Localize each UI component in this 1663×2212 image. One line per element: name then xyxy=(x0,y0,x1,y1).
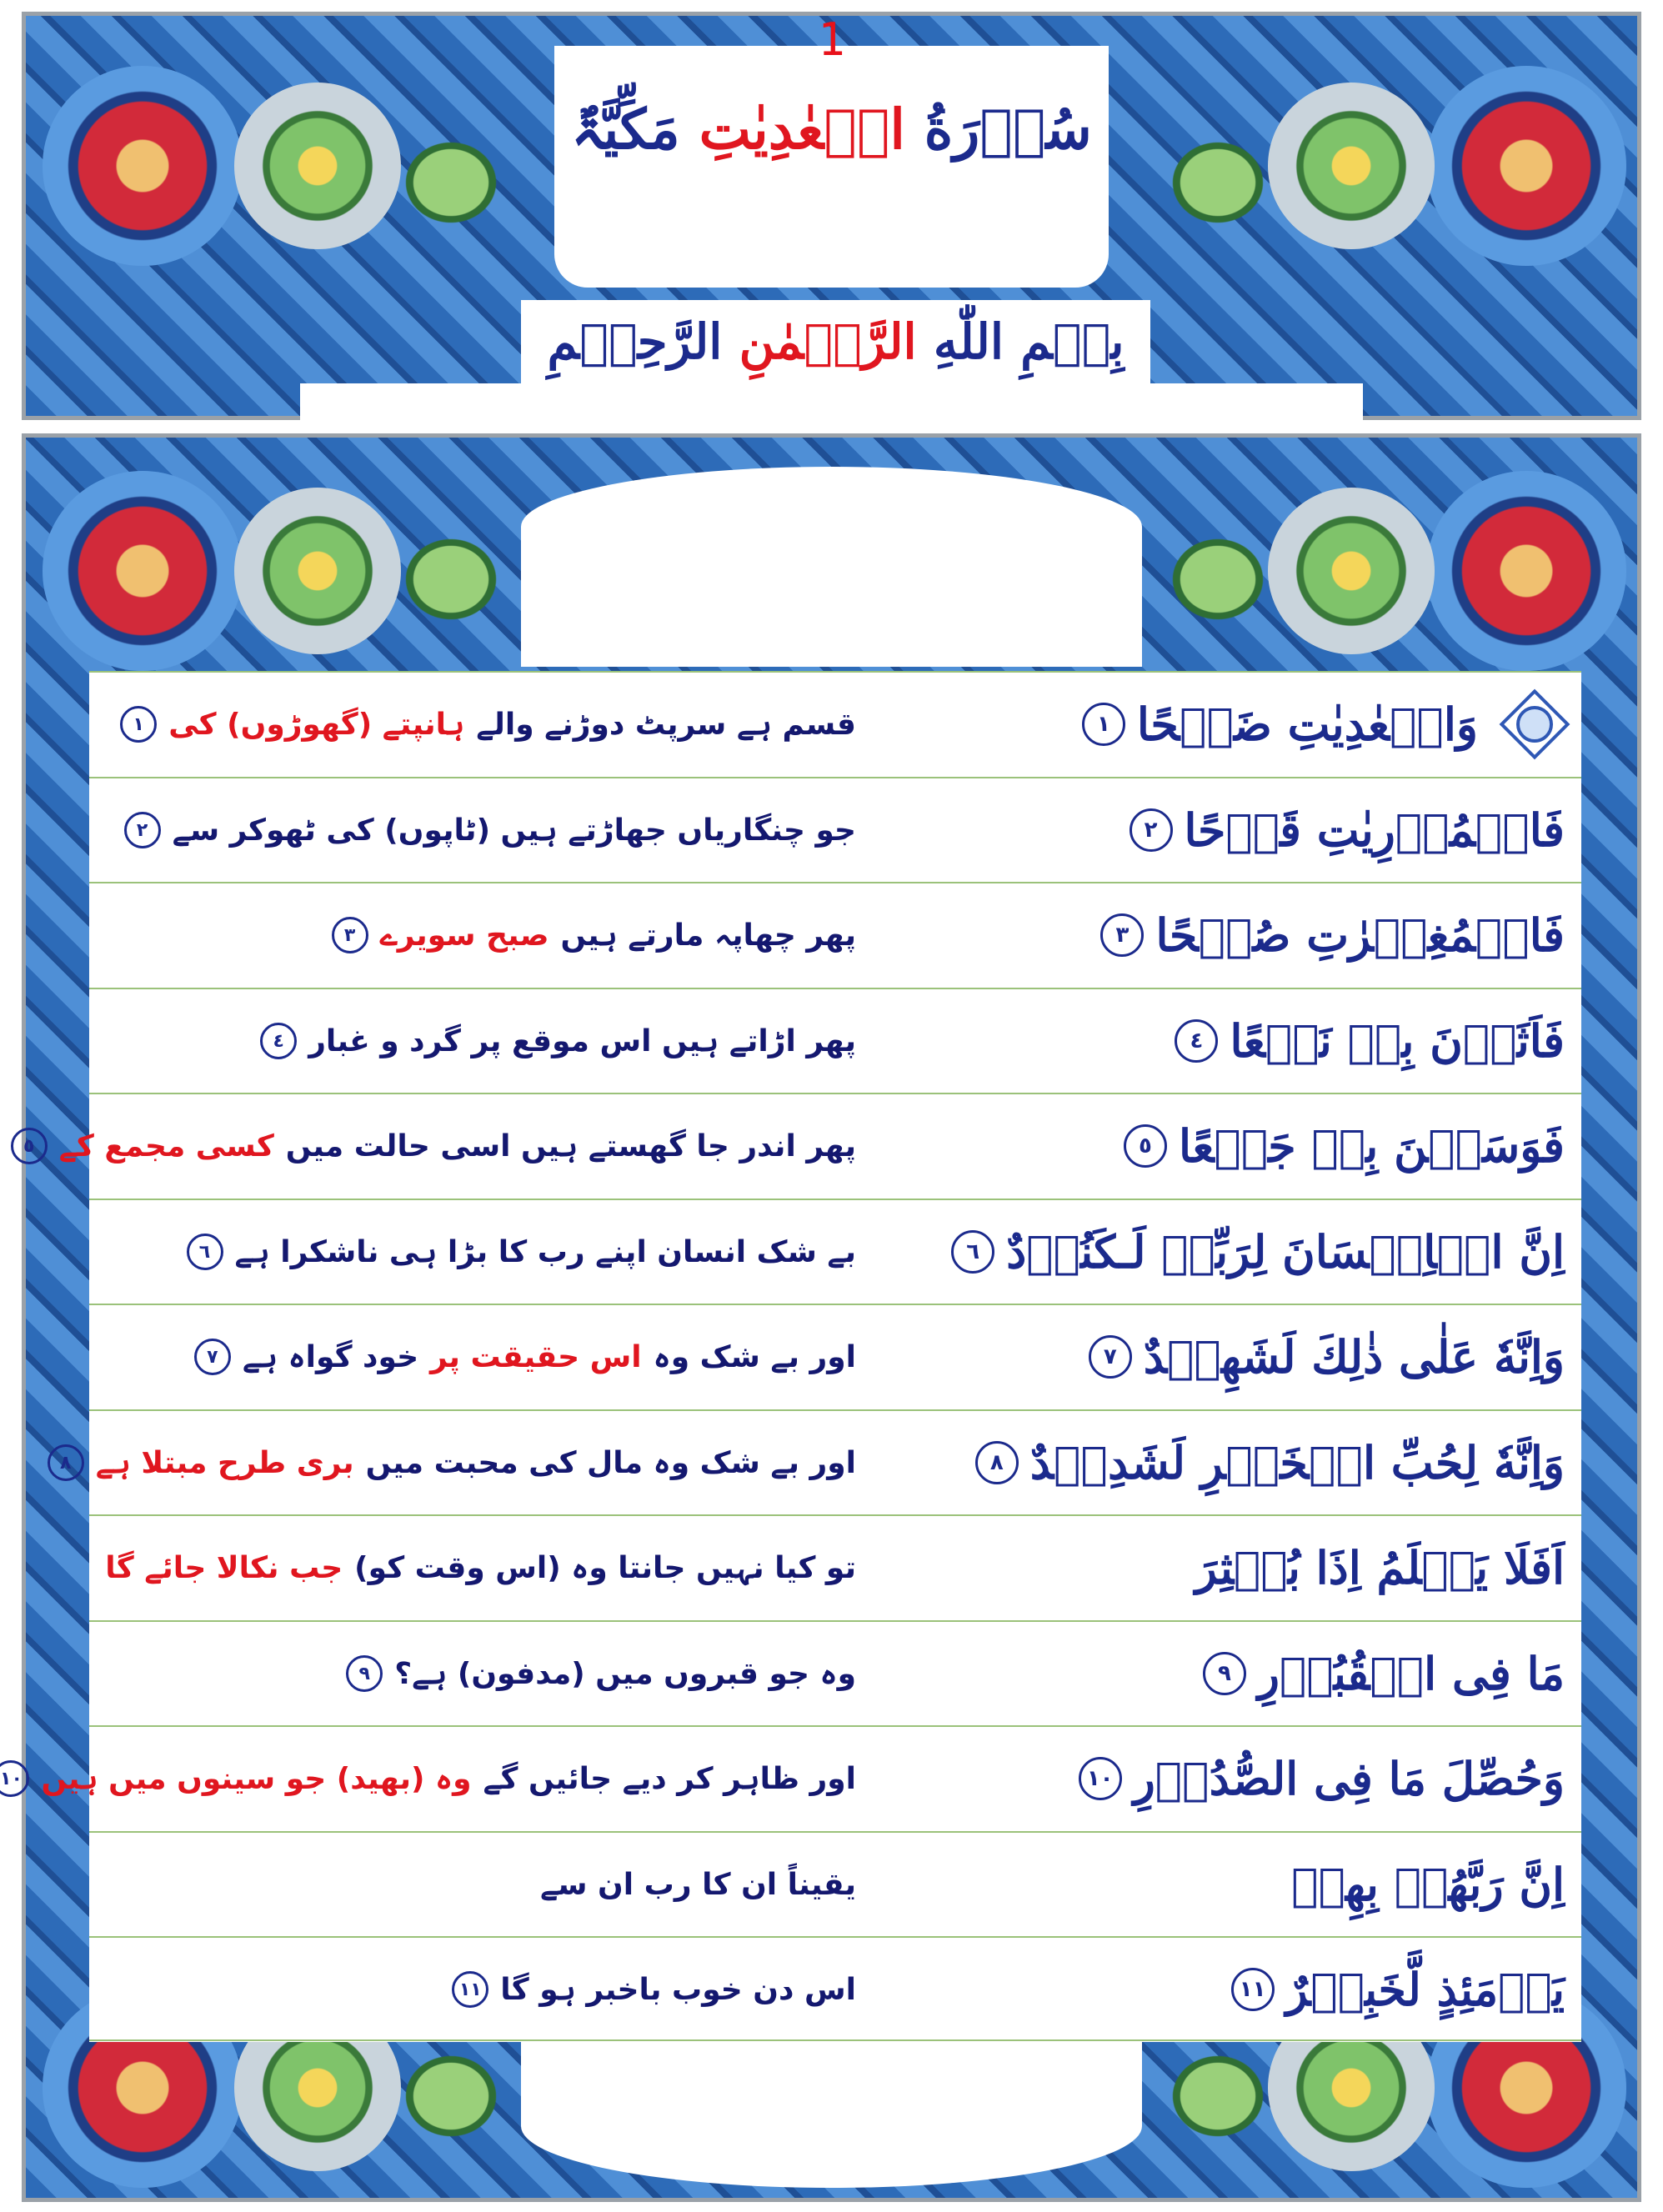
leaf-ornament-icon xyxy=(376,513,526,646)
urdu-translation xyxy=(123,673,856,776)
urdu-translation xyxy=(123,1833,856,1936)
bismillah xyxy=(521,304,1150,379)
verse-table xyxy=(0,671,1581,2042)
translation-number-marker-icon: ٧ xyxy=(194,1339,231,1375)
floral-ornament-icon xyxy=(234,83,401,249)
arabic-verse-line xyxy=(1195,1541,1565,1594)
verse-end-marker-icon: ١١ xyxy=(1231,1968,1275,2011)
translation-number-marker-icon: ٢ xyxy=(124,812,161,848)
verse-row xyxy=(89,1936,1581,2041)
urdu-translation xyxy=(123,1622,856,1725)
verse-end-marker-icon: ٥ xyxy=(1124,1124,1167,1168)
urdu-translation-text: اور ظاہر کر دیے جائیں گے xyxy=(483,1761,856,1796)
arabic-verse-text: وَالۡعٰدِیٰتِ ضَبۡحًا xyxy=(1136,698,1478,751)
arabic-verse-text: اَفَلَا یَعۡلَمُ اِذَا بُعۡثِرَ xyxy=(1195,1541,1565,1594)
arabic-verse-text: فَالۡمُغِیۡرٰتِ صُبۡحًا xyxy=(1155,908,1565,962)
verse-row xyxy=(23,1093,1581,1198)
urdu-translation-text: اور بے شک وہ xyxy=(653,1339,856,1374)
floral-ornament-icon xyxy=(43,471,243,671)
urdu-translation-line xyxy=(452,1971,856,2008)
verse-row xyxy=(89,671,1581,776)
urdu-translation xyxy=(123,1200,856,1304)
urdu-translation xyxy=(123,1938,856,2041)
arabic-verse xyxy=(839,778,1565,882)
urdu-translation-highlight: صبح سویرے xyxy=(379,918,549,953)
arabic-verse xyxy=(839,883,1565,987)
content-top-arch xyxy=(521,467,1142,667)
arabic-verse xyxy=(839,989,1565,1093)
verse-row xyxy=(59,1409,1581,1514)
arabic-verse xyxy=(839,1305,1565,1409)
verse-row xyxy=(89,1199,1581,1304)
translation-number-marker-icon: ٣ xyxy=(332,917,368,953)
bismillah-part-3: الرَّحِیۡمِ xyxy=(547,313,723,370)
arabic-verse-line xyxy=(1175,1014,1565,1068)
translation-number-marker-icon: ١١ xyxy=(452,1971,488,2008)
arabic-verse xyxy=(839,1200,1565,1304)
arabic-verse-text: فَالۡمُوۡرِیٰتِ قَدۡحًا xyxy=(1184,803,1565,857)
leaf-ornament-icon xyxy=(376,116,526,249)
leaf-ornament-icon xyxy=(376,2029,526,2163)
urdu-translation-text: تو کیا نہیں جانتا وہ (اس وقت کو) xyxy=(354,1550,856,1585)
arabic-verse-text: مَا فِی الۡقُبُوۡرِ xyxy=(1257,1647,1565,1700)
leaf-ornament-icon xyxy=(1143,513,1293,646)
urdu-translation-highlight: ہانپتے (گھوڑوں) کی xyxy=(168,707,465,742)
arabic-verse-text: فَاَثَرۡنَ بِهٖ نَقۡعًا xyxy=(1230,1014,1565,1068)
floral-ornament-icon xyxy=(43,66,243,266)
urdu-translation-line xyxy=(260,1023,856,1059)
urdu-translation-line xyxy=(194,1339,856,1375)
translation-number-marker-icon: ١٠ xyxy=(0,1760,29,1797)
surah-title-name: الۡعٰدِیٰتِ xyxy=(699,97,905,162)
urdu-translation-line xyxy=(120,706,856,743)
arabic-verse xyxy=(839,1727,1565,1830)
urdu-translation-line xyxy=(332,917,856,953)
arabic-verse-line xyxy=(1291,1858,1565,1911)
arabic-verse xyxy=(839,1833,1565,1936)
verse-row xyxy=(89,1304,1581,1409)
bismillah-strip xyxy=(300,383,1363,422)
arabic-verse-text: فَوَسَطۡنَ بِهٖ جَمۡعًا xyxy=(1178,1119,1565,1173)
arabic-verse-text: اِنَّ رَبَّهُمۡ بِهِمۡ xyxy=(1291,1858,1565,1911)
title-panel xyxy=(554,46,1109,288)
urdu-translation-text: پھر چھاپہ مارتے ہیں xyxy=(560,918,856,953)
arabic-verse-text: وَاِنَّهٗ لِحُبِّ الۡخَیۡرِ لَشَدِیۡدٌ xyxy=(1029,1436,1565,1489)
arabic-verse-line xyxy=(1079,1752,1565,1805)
verse-end-marker-icon: ١ xyxy=(1082,703,1125,746)
bismillah-part-2: الرَّحۡمٰنِ xyxy=(739,313,917,370)
urdu-translation xyxy=(0,1727,856,1830)
surah-title-suffix: مَکِّیَّۃٌ xyxy=(571,97,680,162)
translation-number-marker-icon: ٥ xyxy=(11,1128,48,1164)
translation-number-marker-icon: ٨ xyxy=(48,1444,84,1481)
floral-ornament-icon xyxy=(1268,83,1435,249)
arabic-verse-text: اِنَّ الۡاِنۡسَانَ لِرَبِّهٖ لَـكَنُوۡدٌ xyxy=(1006,1225,1565,1279)
verse-row xyxy=(89,777,1581,882)
arabic-verse xyxy=(839,1516,1565,1619)
urdu-translation-line xyxy=(187,1234,856,1270)
urdu-translation-highlight: اس حقیقت پر xyxy=(430,1339,642,1374)
urdu-translation-tail: خود گواہ ہے xyxy=(242,1339,419,1374)
urdu-translation xyxy=(105,1516,856,1619)
urdu-translation xyxy=(123,1305,856,1409)
verse-row xyxy=(89,1831,1581,1936)
verse-row xyxy=(0,1725,1581,1830)
arabic-verse-line xyxy=(951,1225,1565,1279)
arabic-verse xyxy=(839,1938,1565,2041)
urdu-translation-line xyxy=(346,1655,856,1692)
surah-start-medallion-icon xyxy=(1505,694,1565,754)
arabic-verse-text: یَوۡمَئِذٍ لَّخَبِیۡرٌ xyxy=(1285,1963,1565,2016)
arabic-verse-line xyxy=(1130,803,1565,857)
arabic-verse-text: وَحُصِّلَ مَا فِی الصُّدُوۡرِ xyxy=(1133,1752,1565,1805)
arabic-verse-line xyxy=(1082,694,1565,754)
urdu-translation-line xyxy=(540,1868,856,1902)
verse-row xyxy=(89,988,1581,1093)
verse-row xyxy=(89,1620,1581,1725)
urdu-translation xyxy=(23,1094,856,1198)
leaf-ornament-icon xyxy=(1143,116,1293,249)
arabic-verse-line xyxy=(1089,1330,1565,1384)
urdu-translation-highlight: جب نکالا جائے گا xyxy=(105,1550,343,1585)
urdu-translation-highlight: وہ (بھید) جو سینوں میں ہیں xyxy=(41,1761,472,1796)
urdu-translation-line xyxy=(11,1128,856,1164)
urdu-translation xyxy=(59,1411,856,1514)
bismillah-part-1: بِسۡمِ اللّٰهِ xyxy=(933,313,1125,370)
verse-end-marker-icon: ٦ xyxy=(951,1230,994,1274)
verse-row xyxy=(89,1514,1581,1619)
verse-end-marker-icon: ٣ xyxy=(1100,913,1144,957)
urdu-translation-highlight: کسی مجمع کے xyxy=(58,1129,274,1164)
arabic-verse-line xyxy=(1100,908,1565,962)
surah-title xyxy=(554,92,1109,167)
arabic-verse-line xyxy=(1231,1963,1565,2016)
urdu-translation xyxy=(123,778,856,882)
urdu-translation-text: پھر اڑاتے ہیں اس موقع پر گرد و غبار xyxy=(308,1023,856,1058)
leaf-ornament-icon xyxy=(1143,2029,1293,2163)
verse-end-marker-icon: ١٠ xyxy=(1079,1757,1122,1800)
arabic-verse xyxy=(839,1411,1565,1514)
page-number: 1 xyxy=(818,13,845,66)
floral-ornament-icon xyxy=(1426,471,1626,671)
urdu-translation-text: اس دن خوب باخبر ہو گا xyxy=(500,1972,856,2007)
urdu-translation-line xyxy=(124,812,856,848)
urdu-translation xyxy=(123,883,856,987)
verse-end-marker-icon: ٤ xyxy=(1175,1019,1218,1063)
arabic-verse xyxy=(839,1622,1565,1725)
verse-end-marker-icon: ٨ xyxy=(975,1441,1019,1484)
content-bottom-arch xyxy=(521,2034,1142,2188)
arabic-verse xyxy=(839,1094,1565,1198)
translation-number-marker-icon: ٤ xyxy=(260,1023,297,1059)
translation-number-marker-icon: ٩ xyxy=(346,1655,383,1692)
arabic-verse-line xyxy=(1203,1647,1565,1700)
floral-ornament-icon xyxy=(1426,66,1626,266)
arabic-verse-line xyxy=(975,1436,1565,1489)
urdu-translation-highlight: بری طرح مبتلا ہے xyxy=(95,1445,354,1480)
floral-ornament-icon xyxy=(1268,488,1435,654)
urdu-translation-text: جو چنگاریاں جھاڑتے ہیں (ٹاپوں) کی ٹھوکر سے xyxy=(172,813,856,848)
urdu-translation-text: قسم ہے سرپٹ دوڑنے والے xyxy=(476,707,856,742)
urdu-translation-text: پھر اندر جا گھستے ہیں اسی حالت میں xyxy=(285,1129,856,1164)
urdu-translation-text: بے شک انسان اپنے رب کا بڑا ہی ناشکرا ہے xyxy=(234,1234,856,1269)
verse-end-marker-icon: ٩ xyxy=(1203,1652,1246,1695)
urdu-translation xyxy=(123,989,856,1093)
verse-end-marker-icon: ٢ xyxy=(1130,808,1173,852)
arabic-verse-text: وَاِنَّهٗ عَلٰی ذٰلِكَ لَشَهِیۡدٌ xyxy=(1143,1330,1565,1384)
arabic-verse-line xyxy=(1124,1119,1565,1173)
arabic-verse xyxy=(839,673,1565,776)
urdu-translation-text: یقیناً ان کا رب ان سے xyxy=(540,1867,856,1902)
urdu-translation-line xyxy=(48,1444,856,1481)
urdu-translation-line xyxy=(0,1760,856,1797)
translation-number-marker-icon: ١ xyxy=(120,706,157,743)
urdu-translation-text: اور بے شک وہ مال کی محبت میں xyxy=(365,1445,856,1480)
urdu-translation-line xyxy=(105,1551,856,1585)
verse-row xyxy=(89,882,1581,987)
verse-end-marker-icon: ٧ xyxy=(1089,1335,1132,1379)
urdu-translation-text: وہ جو قبروں میں (مدفون) ہے؟ xyxy=(394,1656,856,1691)
surah-title-prefix: سُوۡرَةُ xyxy=(924,97,1092,162)
translation-number-marker-icon: ٦ xyxy=(187,1234,223,1270)
